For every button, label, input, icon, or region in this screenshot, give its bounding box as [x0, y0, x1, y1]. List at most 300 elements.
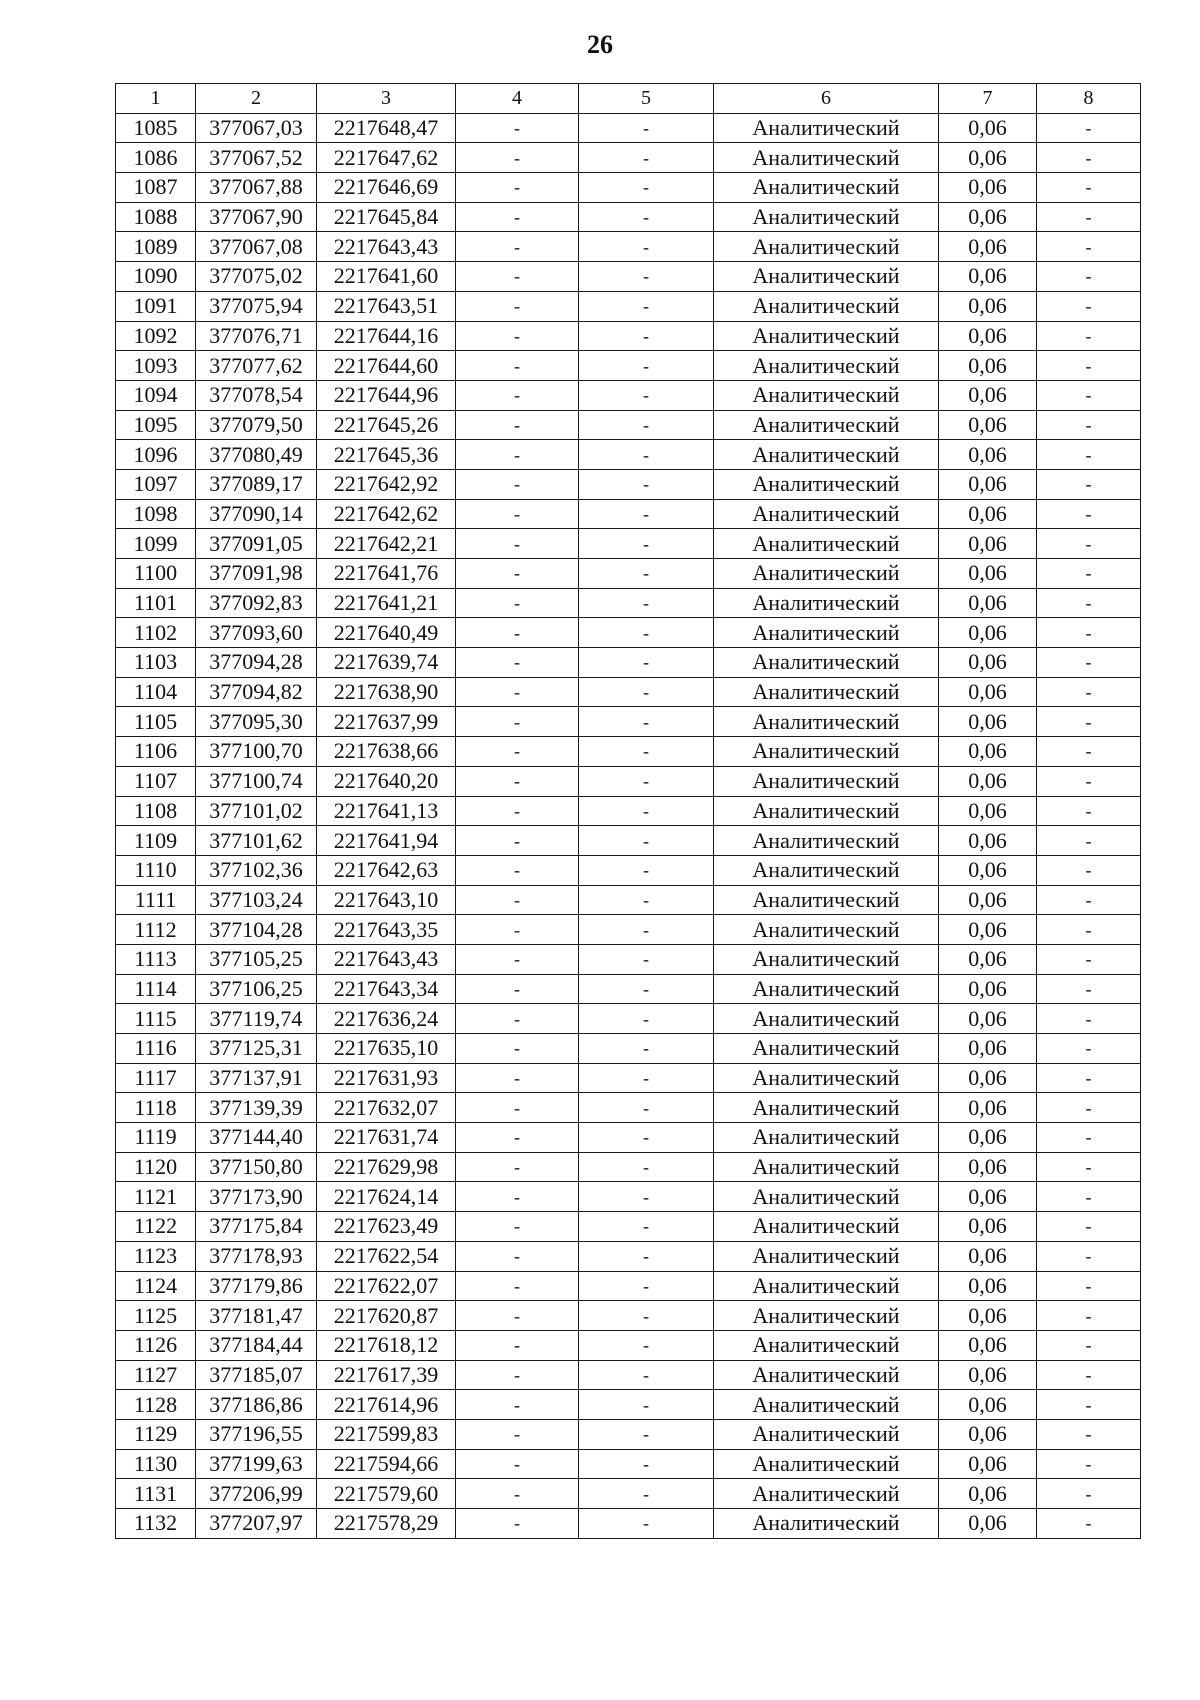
point-number-cell: 1090	[116, 262, 196, 292]
method-cell: Аналитический	[714, 707, 939, 737]
column-5-cell: -	[579, 410, 714, 440]
column-8-cell: -	[1037, 1152, 1141, 1182]
column-8-cell: -	[1037, 944, 1141, 974]
column-5-cell: -	[579, 143, 714, 173]
method-cell: Аналитический	[714, 766, 939, 796]
accuracy-cell: 0,06	[939, 1509, 1037, 1539]
column-4-cell: -	[456, 232, 579, 262]
x-coordinate-cell: 377091,98	[196, 559, 317, 589]
y-coordinate-cell: 2217641,60	[317, 262, 456, 292]
method-cell: Аналитический	[714, 796, 939, 826]
column-8-cell: -	[1037, 469, 1141, 499]
x-coordinate-cell: 377185,07	[196, 1360, 317, 1390]
accuracy-cell: 0,06	[939, 440, 1037, 470]
accuracy-cell: 0,06	[939, 974, 1037, 1004]
column-8-cell: -	[1037, 559, 1141, 589]
point-number-cell: 1088	[116, 202, 196, 232]
column-4-cell: -	[456, 1419, 579, 1449]
column-4-cell: -	[456, 1241, 579, 1271]
accuracy-cell: 0,06	[939, 1390, 1037, 1420]
y-coordinate-cell: 2217643,35	[317, 915, 456, 945]
x-coordinate-cell: 377175,84	[196, 1212, 317, 1242]
column-8-cell: -	[1037, 499, 1141, 529]
column-5-cell: -	[579, 766, 714, 796]
column-8-cell: -	[1037, 885, 1141, 915]
column-4-cell: -	[456, 559, 579, 589]
y-coordinate-cell: 2217640,20	[317, 766, 456, 796]
accuracy-cell: 0,06	[939, 944, 1037, 974]
column-4-cell: -	[456, 677, 579, 707]
table-row	[116, 1034, 1141, 1064]
y-coordinate-cell: 2217642,63	[317, 855, 456, 885]
point-number-cell: 1120	[116, 1152, 196, 1182]
column-4-cell: -	[456, 469, 579, 499]
table-row	[116, 1004, 1141, 1034]
column-8-cell: -	[1037, 1479, 1141, 1509]
column-8-cell: -	[1037, 529, 1141, 559]
accuracy-cell: 0,06	[939, 1123, 1037, 1153]
column-4-cell: -	[456, 410, 579, 440]
point-number-cell: 1132	[116, 1509, 196, 1539]
y-coordinate-cell: 2217644,16	[317, 321, 456, 351]
point-number-cell: 1107	[116, 766, 196, 796]
x-coordinate-cell: 377077,62	[196, 351, 317, 381]
column-4-cell: -	[456, 173, 579, 203]
x-coordinate-cell: 377106,25	[196, 974, 317, 1004]
accuracy-cell: 0,06	[939, 1330, 1037, 1360]
y-coordinate-cell: 2217639,74	[317, 648, 456, 678]
table-row	[116, 469, 1141, 499]
point-number-cell: 1086	[116, 143, 196, 173]
method-cell: Аналитический	[714, 826, 939, 856]
table-row	[116, 766, 1141, 796]
point-number-cell: 1109	[116, 826, 196, 856]
method-cell: Аналитический	[714, 588, 939, 618]
method-cell: Аналитический	[714, 262, 939, 292]
column-8-cell: -	[1037, 855, 1141, 885]
column-4-cell: -	[456, 974, 579, 1004]
accuracy-cell: 0,06	[939, 855, 1037, 885]
column-8-cell: -	[1037, 143, 1141, 173]
column-8-cell: -	[1037, 1093, 1141, 1123]
method-cell: Аналитический	[714, 1241, 939, 1271]
y-coordinate-cell: 2217636,24	[317, 1004, 456, 1034]
method-cell: Аналитический	[714, 677, 939, 707]
y-coordinate-cell: 2217644,96	[317, 380, 456, 410]
column-5-cell: -	[579, 648, 714, 678]
column-5-cell: -	[579, 1449, 714, 1479]
method-cell: Аналитический	[714, 1034, 939, 1064]
accuracy-cell: 0,06	[939, 1004, 1037, 1034]
y-coordinate-cell: 2217579,60	[317, 1479, 456, 1509]
y-coordinate-cell: 2217643,43	[317, 944, 456, 974]
table-row	[116, 707, 1141, 737]
column-8-cell: -	[1037, 588, 1141, 618]
accuracy-cell: 0,06	[939, 321, 1037, 351]
column-8-cell: -	[1037, 440, 1141, 470]
y-coordinate-cell: 2217622,07	[317, 1271, 456, 1301]
y-coordinate-cell: 2217614,96	[317, 1390, 456, 1420]
column-4-cell: -	[456, 1123, 579, 1153]
column-5-cell: -	[579, 469, 714, 499]
point-number-cell: 1130	[116, 1449, 196, 1479]
table-row	[116, 1301, 1141, 1331]
x-coordinate-cell: 377184,44	[196, 1330, 317, 1360]
x-coordinate-cell: 377137,91	[196, 1063, 317, 1093]
column-5-cell: -	[579, 321, 714, 351]
point-number-cell: 1098	[116, 499, 196, 529]
table-row	[116, 113, 1141, 143]
point-number-cell: 1121	[116, 1182, 196, 1212]
column-4-cell: -	[456, 796, 579, 826]
point-number-cell: 1112	[116, 915, 196, 945]
table-row	[116, 232, 1141, 262]
column-header: 5	[579, 84, 714, 114]
method-cell: Аналитический	[714, 202, 939, 232]
y-coordinate-cell: 2217645,84	[317, 202, 456, 232]
column-8-cell: -	[1037, 677, 1141, 707]
column-4-cell: -	[456, 1301, 579, 1331]
column-4-cell: -	[456, 1093, 579, 1123]
column-4-cell: -	[456, 1449, 579, 1479]
column-4-cell: -	[456, 1063, 579, 1093]
column-4-cell: -	[456, 499, 579, 529]
column-5-cell: -	[579, 1419, 714, 1449]
x-coordinate-cell: 377101,02	[196, 796, 317, 826]
point-number-cell: 1101	[116, 588, 196, 618]
column-5-cell: -	[579, 1063, 714, 1093]
method-cell: Аналитический	[714, 648, 939, 678]
column-4-cell: -	[456, 648, 579, 678]
x-coordinate-cell: 377076,71	[196, 321, 317, 351]
method-cell: Аналитический	[714, 410, 939, 440]
x-coordinate-cell: 377075,94	[196, 291, 317, 321]
y-coordinate-cell: 2217638,90	[317, 677, 456, 707]
accuracy-cell: 0,06	[939, 648, 1037, 678]
x-coordinate-cell: 377139,39	[196, 1093, 317, 1123]
column-5-cell: -	[579, 1360, 714, 1390]
accuracy-cell: 0,06	[939, 1182, 1037, 1212]
y-coordinate-cell: 2217642,92	[317, 469, 456, 499]
column-header: 8	[1037, 84, 1141, 114]
y-coordinate-cell: 2217640,49	[317, 618, 456, 648]
column-8-cell: -	[1037, 1034, 1141, 1064]
column-4-cell: -	[456, 440, 579, 470]
method-cell: Аналитический	[714, 113, 939, 143]
column-4-cell: -	[456, 826, 579, 856]
x-coordinate-cell: 377104,28	[196, 915, 317, 945]
y-coordinate-cell: 2217641,94	[317, 826, 456, 856]
y-coordinate-cell: 2217643,43	[317, 232, 456, 262]
column-8-cell: -	[1037, 321, 1141, 351]
point-number-cell: 1128	[116, 1390, 196, 1420]
page-number: 26	[587, 30, 613, 59]
column-4-cell: -	[456, 1271, 579, 1301]
accuracy-cell: 0,06	[939, 173, 1037, 203]
x-coordinate-cell: 377092,83	[196, 588, 317, 618]
y-coordinate-cell: 2217594,66	[317, 1449, 456, 1479]
column-8-cell: -	[1037, 351, 1141, 381]
column-8-cell: -	[1037, 826, 1141, 856]
method-cell: Аналитический	[714, 380, 939, 410]
table-row	[116, 1093, 1141, 1123]
point-number-cell: 1119	[116, 1123, 196, 1153]
method-cell: Аналитический	[714, 1212, 939, 1242]
y-coordinate-cell: 2217643,51	[317, 291, 456, 321]
column-8-cell: -	[1037, 737, 1141, 767]
column-4-cell: -	[456, 1390, 579, 1420]
accuracy-cell: 0,06	[939, 885, 1037, 915]
y-coordinate-cell: 2217629,98	[317, 1152, 456, 1182]
method-cell: Аналитический	[714, 1123, 939, 1153]
point-number-cell: 1113	[116, 944, 196, 974]
accuracy-cell: 0,06	[939, 766, 1037, 796]
x-coordinate-cell: 377080,49	[196, 440, 317, 470]
table-row	[116, 885, 1141, 915]
column-5-cell: -	[579, 1034, 714, 1064]
point-number-cell: 1116	[116, 1034, 196, 1064]
x-coordinate-cell: 377094,82	[196, 677, 317, 707]
x-coordinate-cell: 377094,28	[196, 648, 317, 678]
column-8-cell: -	[1037, 113, 1141, 143]
column-4-cell: -	[456, 588, 579, 618]
column-4-cell: -	[456, 1182, 579, 1212]
column-5-cell: -	[579, 499, 714, 529]
y-coordinate-cell: 2217631,74	[317, 1123, 456, 1153]
column-4-cell: -	[456, 1034, 579, 1064]
table-row	[116, 826, 1141, 856]
accuracy-cell: 0,06	[939, 143, 1037, 173]
x-coordinate-cell: 377178,93	[196, 1241, 317, 1271]
accuracy-cell: 0,06	[939, 796, 1037, 826]
column-5-cell: -	[579, 1093, 714, 1123]
x-coordinate-cell: 377067,52	[196, 143, 317, 173]
point-number-cell: 1126	[116, 1330, 196, 1360]
coordinates-table	[115, 83, 1141, 1539]
x-coordinate-cell: 377091,05	[196, 529, 317, 559]
point-number-cell: 1123	[116, 1241, 196, 1271]
method-cell: Аналитический	[714, 1449, 939, 1479]
column-4-cell: -	[456, 618, 579, 648]
column-8-cell: -	[1037, 648, 1141, 678]
point-number-cell: 1114	[116, 974, 196, 1004]
accuracy-cell: 0,06	[939, 1034, 1037, 1064]
method-cell: Аналитический	[714, 173, 939, 203]
column-8-cell: -	[1037, 1004, 1141, 1034]
column-5-cell: -	[579, 529, 714, 559]
column-5-cell: -	[579, 974, 714, 1004]
x-coordinate-cell: 377095,30	[196, 707, 317, 737]
method-cell: Аналитический	[714, 915, 939, 945]
x-coordinate-cell: 377067,03	[196, 113, 317, 143]
column-8-cell: -	[1037, 202, 1141, 232]
method-cell: Аналитический	[714, 1182, 939, 1212]
y-coordinate-cell: 2217645,36	[317, 440, 456, 470]
y-coordinate-cell: 2217599,83	[317, 1419, 456, 1449]
column-8-cell: -	[1037, 796, 1141, 826]
accuracy-cell: 0,06	[939, 559, 1037, 589]
y-coordinate-cell: 2217645,26	[317, 410, 456, 440]
accuracy-cell: 0,06	[939, 1271, 1037, 1301]
y-coordinate-cell: 2217643,10	[317, 885, 456, 915]
accuracy-cell: 0,06	[939, 588, 1037, 618]
table-row	[116, 559, 1141, 589]
column-5-cell: -	[579, 232, 714, 262]
column-header: 6	[714, 84, 939, 114]
column-8-cell: -	[1037, 707, 1141, 737]
x-coordinate-cell: 377181,47	[196, 1301, 317, 1331]
column-8-cell: -	[1037, 1509, 1141, 1539]
method-cell: Аналитический	[714, 1093, 939, 1123]
table-row	[116, 1063, 1141, 1093]
accuracy-cell: 0,06	[939, 380, 1037, 410]
accuracy-cell: 0,06	[939, 1449, 1037, 1479]
point-number-cell: 1102	[116, 618, 196, 648]
column-8-cell: -	[1037, 1212, 1141, 1242]
method-cell: Аналитический	[714, 1301, 939, 1331]
column-8-cell: -	[1037, 1419, 1141, 1449]
table-row	[116, 1271, 1141, 1301]
point-number-cell: 1103	[116, 648, 196, 678]
point-number-cell: 1129	[116, 1419, 196, 1449]
y-coordinate-cell: 2217637,99	[317, 707, 456, 737]
x-coordinate-cell: 377093,60	[196, 618, 317, 648]
point-number-cell: 1127	[116, 1360, 196, 1390]
column-8-cell: -	[1037, 1390, 1141, 1420]
method-cell: Аналитический	[714, 321, 939, 351]
column-5-cell: -	[579, 351, 714, 381]
table-row	[116, 974, 1141, 1004]
column-5-cell: -	[579, 559, 714, 589]
point-number-cell: 1087	[116, 173, 196, 203]
point-number-cell: 1092	[116, 321, 196, 351]
column-5-cell: -	[579, 1301, 714, 1331]
column-5-cell: -	[579, 796, 714, 826]
y-coordinate-cell: 2217641,21	[317, 588, 456, 618]
column-4-cell: -	[456, 380, 579, 410]
table-row	[116, 1241, 1141, 1271]
x-coordinate-cell: 377125,31	[196, 1034, 317, 1064]
column-5-cell: -	[579, 173, 714, 203]
x-coordinate-cell: 377173,90	[196, 1182, 317, 1212]
column-4-cell: -	[456, 1212, 579, 1242]
table-row	[116, 1212, 1141, 1242]
point-number-cell: 1091	[116, 291, 196, 321]
accuracy-cell: 0,06	[939, 499, 1037, 529]
point-number-cell: 1124	[116, 1271, 196, 1301]
column-5-cell: -	[579, 915, 714, 945]
column-8-cell: -	[1037, 173, 1141, 203]
table-row	[116, 143, 1141, 173]
y-coordinate-cell: 2217632,07	[317, 1093, 456, 1123]
column-5-cell: -	[579, 588, 714, 618]
x-coordinate-cell: 377090,14	[196, 499, 317, 529]
point-number-cell: 1095	[116, 410, 196, 440]
column-8-cell: -	[1037, 915, 1141, 945]
point-number-cell: 1111	[116, 885, 196, 915]
method-cell: Аналитический	[714, 1271, 939, 1301]
table-row	[116, 380, 1141, 410]
x-coordinate-cell: 377199,63	[196, 1449, 317, 1479]
y-coordinate-cell: 2217624,14	[317, 1182, 456, 1212]
table-row	[116, 915, 1141, 945]
column-4-cell: -	[456, 1004, 579, 1034]
column-5-cell: -	[579, 291, 714, 321]
method-cell: Аналитический	[714, 1004, 939, 1034]
column-5-cell: -	[579, 707, 714, 737]
method-cell: Аналитический	[714, 618, 939, 648]
column-5-cell: -	[579, 1182, 714, 1212]
table-row	[116, 291, 1141, 321]
point-number-cell: 1122	[116, 1212, 196, 1242]
column-4-cell: -	[456, 291, 579, 321]
accuracy-cell: 0,06	[939, 1241, 1037, 1271]
column-4-cell: -	[456, 1152, 579, 1182]
y-coordinate-cell: 2217648,47	[317, 113, 456, 143]
x-coordinate-cell: 377103,24	[196, 885, 317, 915]
column-5-cell: -	[579, 1004, 714, 1034]
column-5-cell: -	[579, 113, 714, 143]
table-row	[116, 1360, 1141, 1390]
method-cell: Аналитический	[714, 1360, 939, 1390]
column-4-cell: -	[456, 707, 579, 737]
x-coordinate-cell: 377079,50	[196, 410, 317, 440]
y-coordinate-cell: 2217644,60	[317, 351, 456, 381]
method-cell: Аналитический	[714, 737, 939, 767]
point-number-cell: 1096	[116, 440, 196, 470]
table-row	[116, 262, 1141, 292]
column-header: 7	[939, 84, 1037, 114]
column-4-cell: -	[456, 1479, 579, 1509]
method-cell: Аналитический	[714, 559, 939, 589]
column-5-cell: -	[579, 1241, 714, 1271]
x-coordinate-cell: 377067,08	[196, 232, 317, 262]
method-cell: Аналитический	[714, 1390, 939, 1420]
y-coordinate-cell: 2217647,62	[317, 143, 456, 173]
method-cell: Аналитический	[714, 974, 939, 1004]
method-cell: Аналитический	[714, 143, 939, 173]
point-number-cell: 1108	[116, 796, 196, 826]
y-coordinate-cell: 2217638,66	[317, 737, 456, 767]
table-row	[116, 351, 1141, 381]
x-coordinate-cell: 377144,40	[196, 1123, 317, 1153]
column-5-cell: -	[579, 1152, 714, 1182]
column-5-cell: -	[579, 1271, 714, 1301]
column-5-cell: -	[579, 1123, 714, 1153]
method-cell: Аналитический	[714, 351, 939, 381]
y-coordinate-cell: 2217635,10	[317, 1034, 456, 1064]
column-5-cell: -	[579, 855, 714, 885]
table-row	[116, 1390, 1141, 1420]
y-coordinate-cell: 2217618,12	[317, 1330, 456, 1360]
column-4-cell: -	[456, 202, 579, 232]
accuracy-cell: 0,06	[939, 1063, 1037, 1093]
column-5-cell: -	[579, 1390, 714, 1420]
column-5-cell: -	[579, 677, 714, 707]
column-5-cell: -	[579, 618, 714, 648]
y-coordinate-cell: 2217641,76	[317, 559, 456, 589]
column-8-cell: -	[1037, 766, 1141, 796]
x-coordinate-cell: 377186,86	[196, 1390, 317, 1420]
accuracy-cell: 0,06	[939, 351, 1037, 381]
x-coordinate-cell: 377105,25	[196, 944, 317, 974]
column-5-cell: -	[579, 202, 714, 232]
table-row	[116, 618, 1141, 648]
accuracy-cell: 0,06	[939, 262, 1037, 292]
table-row	[116, 1479, 1141, 1509]
method-cell: Аналитический	[714, 440, 939, 470]
method-cell: Аналитический	[714, 1509, 939, 1539]
